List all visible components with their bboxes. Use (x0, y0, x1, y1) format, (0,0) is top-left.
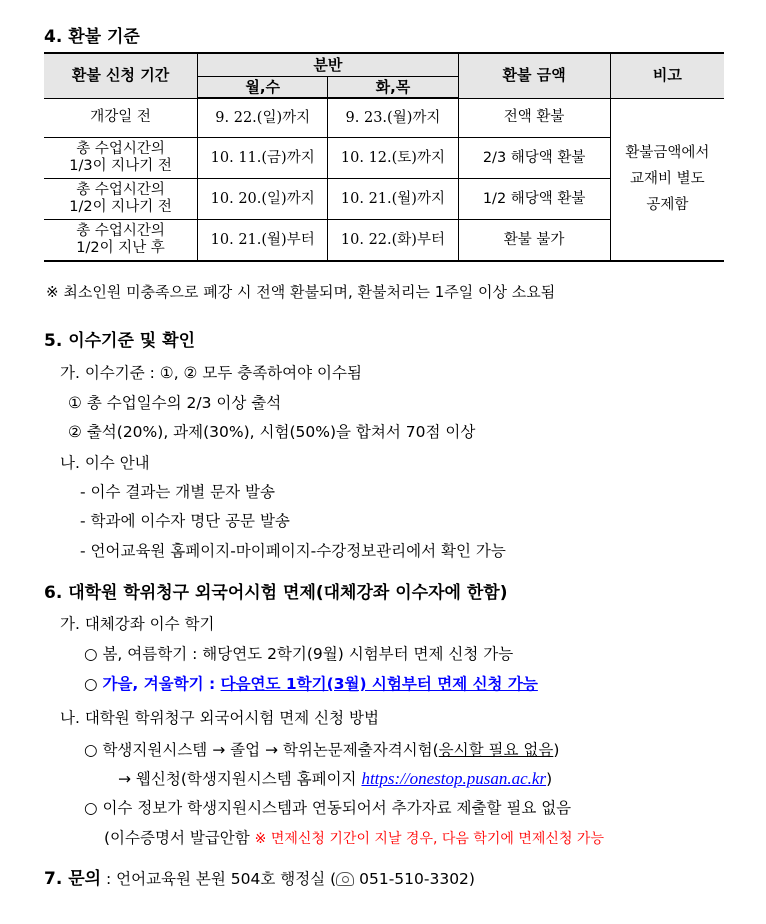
term-item-spring: ○ 봄, 여름학기 : 해당연도 2학기(9월) 시험부터 면제 신청 가능 (84, 645, 514, 663)
cell-amount: 전액 환불 (458, 98, 610, 138)
cell-tue-thu: 10. 12.(토)까지 (328, 138, 458, 179)
completion-guide: 나. 이수 안내 (60, 454, 150, 472)
header-tue-thu: 화,목 (328, 77, 458, 99)
exemption-method: 나. 대학원 학위청구 외국어시험 면제 신청 방법 (60, 709, 379, 727)
cell-tue-thu: 9. 23.(월)까지 (328, 98, 458, 138)
cell-tue-thu: 10. 22.(화)부터 (328, 220, 458, 262)
method-item-1: ○ 학생지원시스템 → 졸업 → 학위논문제출자격시험(응시할 필요 없음) (84, 741, 560, 759)
cell-tue-thu: 10. 21.(월)까지 (328, 179, 458, 220)
header-period: 환불 신청 기간 (44, 53, 198, 98)
method-item-web: → 웹신청(학생지원시스템 홈페이지 https://onestop.pusan.ac.kr) (118, 769, 553, 788)
cell-mon-wed: 10. 11.(금)까지 (198, 138, 328, 179)
header-division: 분반 (198, 53, 459, 77)
guide-item-3: - 언어교육원 홈페이지-마이페이지-수강정보관리에서 확인 가능 (80, 542, 506, 560)
table-row (44, 98, 724, 138)
section7-title: 7. 문의 (44, 869, 102, 889)
completion-criteria: 가. 이수기준 : ①, ② 모두 충족하여야 이수됨 (60, 364, 362, 382)
cell-period: 총 수업시간의 1/2이 지난 후 (44, 220, 198, 262)
guide-item-1: - 이수 결과는 개별 문자 발송 (80, 483, 275, 501)
section5-title: 5. 이수기준 및 확인 (44, 331, 195, 351)
cell-period: 총 수업시간의 1/2이 지나기 전 (44, 179, 198, 220)
term-item-fall: ○ 가을, 겨울학기 : 다음연도 1학기(3월) 시험부터 면제 신청 가능 (84, 675, 538, 693)
cell-mon-wed: 10. 20.(일)까지 (198, 179, 328, 220)
section4-title: 4. 환불 기준 (44, 27, 140, 47)
guide-item-2: - 학과에 이수자 명단 공문 발송 (80, 512, 290, 530)
cell-amount: 환불 불가 (458, 220, 610, 262)
criteria-item-2: ② 출석(20%), 과제(30%), 시험(50%)을 합쳐서 70점 이상 (68, 423, 476, 441)
refund-footnote: ※ 최소인원 미충족으로 폐강 시 전액 환불되며, 환불처리는 1주일 이상 소요됨 (46, 283, 556, 301)
criteria-item-1: ① 총 수업일수의 2/3 이상 출석 (68, 394, 282, 412)
cell-note: 환불금액에서 교재비 별도 공제함 (610, 98, 724, 261)
method-item-2: ○ 이수 정보가 학생지원시스템과 연동되어서 추가자료 제출할 필요 없음 (84, 799, 572, 817)
header-note: 비고 (610, 53, 724, 98)
cell-amount: 1/2 해당액 환불 (458, 179, 610, 220)
phone-icon (336, 872, 354, 886)
method-item-2-note: (이수증명서 발급안함 ※ 면제신청 기간이 지날 경우, 다음 학기에 면제신청 가능 (104, 829, 604, 847)
inquiry: 7. 문의 : 언어교육원 본원 504호 행정실 ( 051-510-3302) (44, 869, 475, 889)
cell-mon-wed: 10. 21.(월)부터 (198, 220, 328, 262)
cell-amount: 2/3 해당액 환불 (458, 138, 610, 179)
cell-mon-wed: 9. 22.(일)까지 (198, 98, 328, 138)
onestop-link[interactable]: https://onestop.pusan.ac.kr (361, 769, 547, 788)
section6-title: 6. 대학원 학위청구 외국어시험 면제(대체강좌 이수자에 한함) (44, 583, 508, 603)
cell-period: 개강일 전 (44, 98, 198, 138)
header-mon-wed: 월,수 (198, 77, 328, 99)
refund-table (44, 52, 724, 262)
header-amount: 환불 금액 (458, 53, 610, 98)
substitute-term: 가. 대체강좌 이수 학기 (60, 615, 215, 633)
cell-period: 총 수업시간의 1/3이 지나기 전 (44, 138, 198, 179)
